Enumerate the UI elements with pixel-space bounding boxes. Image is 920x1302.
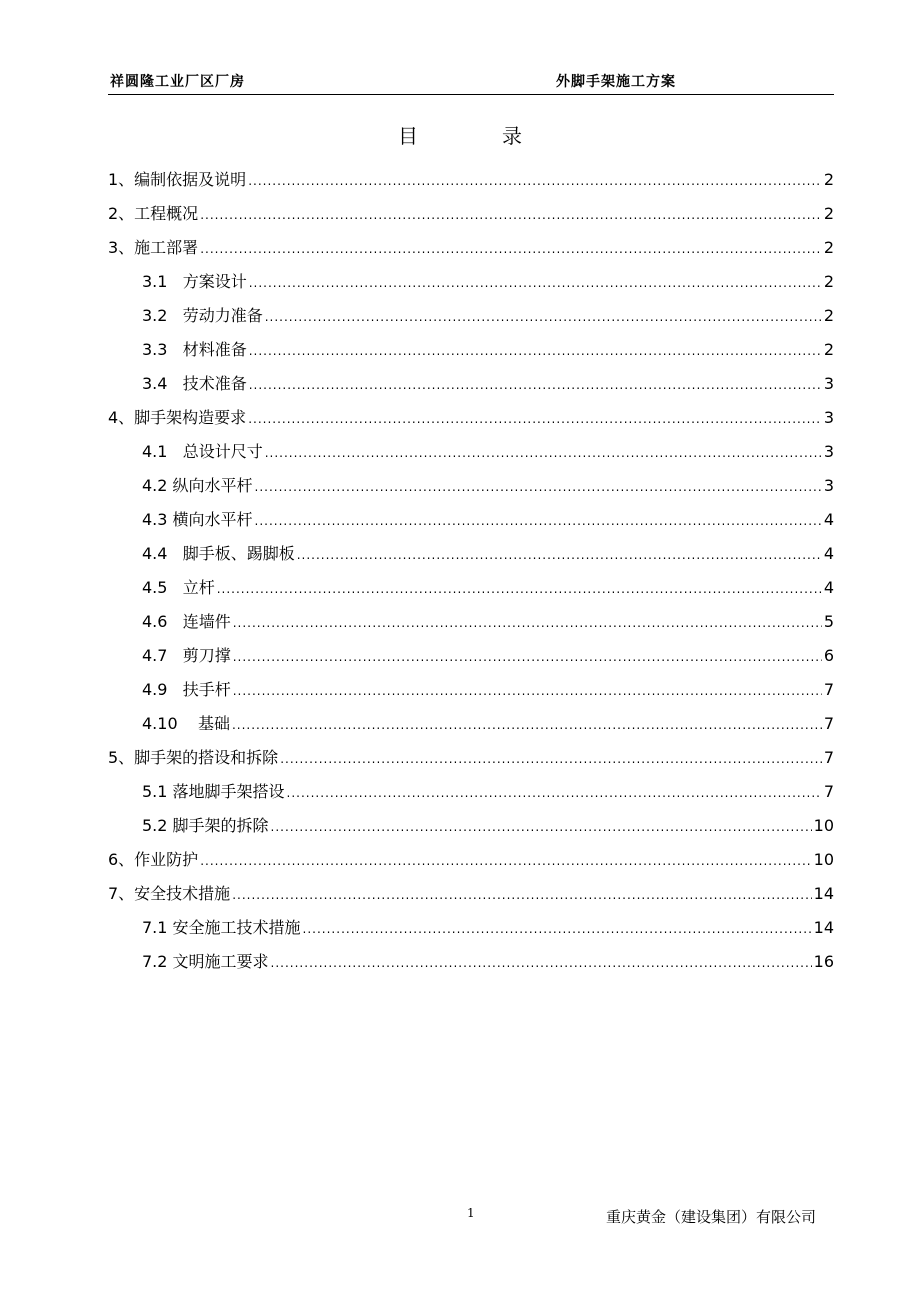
toc-entry-label: 4.5 立杆 bbox=[142, 578, 215, 597]
toc-entry[interactable] bbox=[108, 610, 834, 644]
toc-entry-page: 7 bbox=[823, 748, 834, 767]
toc-entry[interactable] bbox=[108, 304, 834, 338]
toc-entry-label: 2、工程概况 bbox=[108, 204, 199, 223]
toc-entry[interactable] bbox=[108, 270, 834, 304]
toc-dot-leader bbox=[255, 509, 822, 533]
footer-company-name: 重庆黄金（建设集团）有限公司 bbox=[606, 1208, 817, 1226]
toc-heading-char-2: 录 bbox=[502, 124, 522, 148]
toc-entry-label: 1、编制依据及说明 bbox=[108, 170, 247, 189]
toc-entry-page: 7 bbox=[823, 680, 834, 699]
toc-entry[interactable] bbox=[108, 440, 834, 474]
toc-entry-page: 2 bbox=[823, 204, 834, 223]
toc-entry-label: 7、安全技术措施 bbox=[108, 884, 231, 903]
toc-entry-label: 4.2 纵向水平杆 bbox=[142, 476, 253, 495]
toc-entry[interactable] bbox=[108, 406, 834, 440]
toc-dot-leader bbox=[233, 645, 822, 669]
toc-entry-label: 3.3 材料准备 bbox=[142, 340, 247, 359]
toc-entry-page: 2 bbox=[823, 238, 834, 257]
toc-dot-leader bbox=[232, 883, 811, 907]
toc-dot-leader bbox=[200, 203, 822, 227]
toc-dot-leader bbox=[233, 611, 822, 635]
toc-entry[interactable] bbox=[108, 848, 834, 882]
toc-entry[interactable] bbox=[108, 236, 834, 270]
toc-entry-page: 10 bbox=[813, 816, 834, 835]
header-document-title: 外脚手架施工方案 bbox=[556, 74, 676, 90]
toc-entry-page: 7 bbox=[823, 782, 834, 801]
footer-page-number: 1 bbox=[467, 1206, 475, 1220]
toc-entry-page: 14 bbox=[813, 918, 834, 937]
toc-entry-label: 5.2 脚手架的拆除 bbox=[142, 816, 269, 835]
toc-entry-page: 16 bbox=[813, 952, 834, 971]
toc-entry-page: 14 bbox=[813, 884, 834, 903]
toc-entry-label: 5、脚手架的搭设和拆除 bbox=[108, 748, 279, 767]
toc-entry[interactable] bbox=[108, 576, 834, 610]
toc-entry[interactable] bbox=[108, 916, 834, 950]
toc-dot-leader bbox=[280, 747, 822, 771]
toc-dot-leader bbox=[303, 917, 812, 941]
toc-entry-label: 4.10 基础 bbox=[142, 714, 230, 733]
toc-entry-label: 3.1 方案设计 bbox=[142, 272, 247, 291]
toc-dot-leader bbox=[249, 271, 822, 295]
toc-entry-page: 4 bbox=[823, 578, 834, 597]
toc-entry-label: 7.2 文明施工要求 bbox=[142, 952, 269, 971]
toc-entry-label: 4.7 剪刀撑 bbox=[142, 646, 231, 665]
toc-entry-label: 3.4 技术准备 bbox=[142, 374, 247, 393]
toc-dot-leader bbox=[271, 815, 812, 839]
toc-entry[interactable] bbox=[108, 950, 834, 984]
toc-dot-leader bbox=[217, 577, 822, 601]
toc-entry[interactable] bbox=[108, 168, 834, 202]
toc-entry-label: 4、脚手架构造要求 bbox=[108, 408, 247, 427]
toc-entry[interactable] bbox=[108, 644, 834, 678]
toc-entry[interactable] bbox=[108, 372, 834, 406]
toc-dot-leader bbox=[200, 849, 811, 873]
toc-entry-label: 7.1 安全施工技术措施 bbox=[142, 918, 301, 937]
toc-entry-page: 2 bbox=[823, 306, 834, 325]
toc-entry-page: 2 bbox=[823, 170, 834, 189]
toc-entry-page: 4 bbox=[823, 510, 834, 529]
toc-dot-leader bbox=[265, 441, 822, 465]
toc-entry[interactable] bbox=[108, 542, 834, 576]
toc-entry[interactable] bbox=[108, 338, 834, 372]
toc-dot-leader bbox=[233, 679, 822, 703]
toc-entry-page: 3 bbox=[823, 408, 834, 427]
toc-entry-label: 4.4 脚手板、踢脚板 bbox=[142, 544, 295, 563]
toc-entry-page: 3 bbox=[823, 476, 834, 495]
toc-dot-leader bbox=[297, 543, 822, 567]
toc-entry-page: 7 bbox=[823, 714, 834, 733]
toc-entry-page: 3 bbox=[823, 442, 834, 461]
toc-dot-leader bbox=[255, 475, 822, 499]
toc-entry-label: 6、作业防护 bbox=[108, 850, 199, 869]
toc-dot-leader bbox=[200, 237, 822, 261]
toc-entry[interactable] bbox=[108, 746, 834, 780]
header-project-name: 祥圆隆工业厂区厂房 bbox=[110, 74, 245, 90]
toc-entry-page: 2 bbox=[823, 340, 834, 359]
toc-dot-leader bbox=[287, 781, 822, 805]
toc-entry-label: 4.3 横向水平杆 bbox=[142, 510, 253, 529]
toc-entry-label: 3.2 劳动力准备 bbox=[142, 306, 263, 325]
toc-entry-label: 4.6 连墙件 bbox=[142, 612, 231, 631]
toc-entry-label: 4.9 扶手杆 bbox=[142, 680, 231, 699]
toc-entry-label: 5.1 落地脚手架搭设 bbox=[142, 782, 285, 801]
table-of-contents bbox=[108, 168, 834, 984]
toc-entry-page: 6 bbox=[823, 646, 834, 665]
toc-heading-char-1: 目 bbox=[398, 124, 418, 148]
toc-entry[interactable] bbox=[108, 712, 834, 746]
toc-dot-leader bbox=[249, 373, 822, 397]
toc-entry[interactable] bbox=[108, 202, 834, 236]
toc-dot-leader bbox=[271, 951, 812, 975]
toc-entry[interactable] bbox=[108, 882, 834, 916]
toc-entry-label: 3、施工部署 bbox=[108, 238, 199, 257]
toc-dot-leader bbox=[248, 407, 822, 431]
toc-heading bbox=[0, 120, 920, 149]
toc-entry-label: 4.1 总设计尺寸 bbox=[142, 442, 263, 461]
toc-dot-leader bbox=[248, 169, 822, 193]
toc-entry[interactable] bbox=[108, 474, 834, 508]
toc-entry[interactable] bbox=[108, 678, 834, 712]
toc-entry-page: 2 bbox=[823, 272, 834, 291]
toc-dot-leader bbox=[249, 339, 822, 363]
toc-entry-page: 4 bbox=[823, 544, 834, 563]
toc-entry[interactable] bbox=[108, 814, 834, 848]
toc-dot-leader bbox=[232, 713, 822, 737]
toc-entry-page: 3 bbox=[823, 374, 834, 393]
toc-entry-page: 5 bbox=[823, 612, 834, 631]
page-header bbox=[108, 68, 834, 95]
toc-entry-page: 10 bbox=[813, 850, 834, 869]
toc-entry[interactable] bbox=[108, 780, 834, 814]
toc-dot-leader bbox=[265, 305, 822, 329]
toc-entry[interactable] bbox=[108, 508, 834, 542]
